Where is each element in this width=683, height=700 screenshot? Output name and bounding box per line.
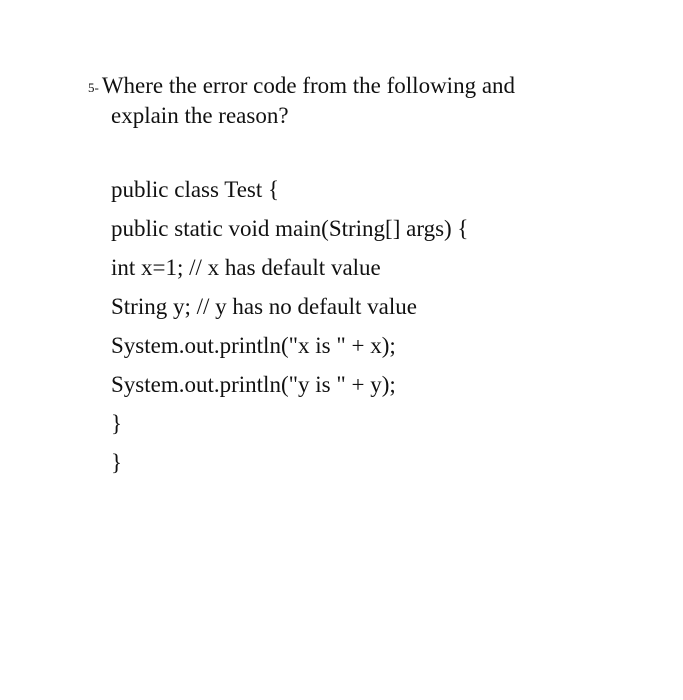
code-line-string-declaration: String y; // y has no default value xyxy=(111,294,417,319)
code-snippet xyxy=(111,175,631,487)
code-line-print-x: System.out.println("x is " + x); xyxy=(111,333,396,358)
code-line-main-method: public static void main(String[] args) { xyxy=(111,216,469,241)
code-line-class-declaration: public class Test { xyxy=(111,177,280,202)
code-line-int-declaration: int x=1; // x has default value xyxy=(111,255,381,280)
code-line-close-method: } xyxy=(111,411,123,436)
question-text-line-1: Where the error code from the following and xyxy=(101,73,516,98)
code-line-close-class: } xyxy=(111,450,123,475)
question-text-line-2: explain the reason? xyxy=(111,103,289,128)
question-prompt xyxy=(88,72,608,130)
code-line-print-y: System.out.println("y is " + y); xyxy=(111,372,396,397)
question-line-1 xyxy=(88,72,608,102)
question-number: 5- xyxy=(88,80,99,95)
